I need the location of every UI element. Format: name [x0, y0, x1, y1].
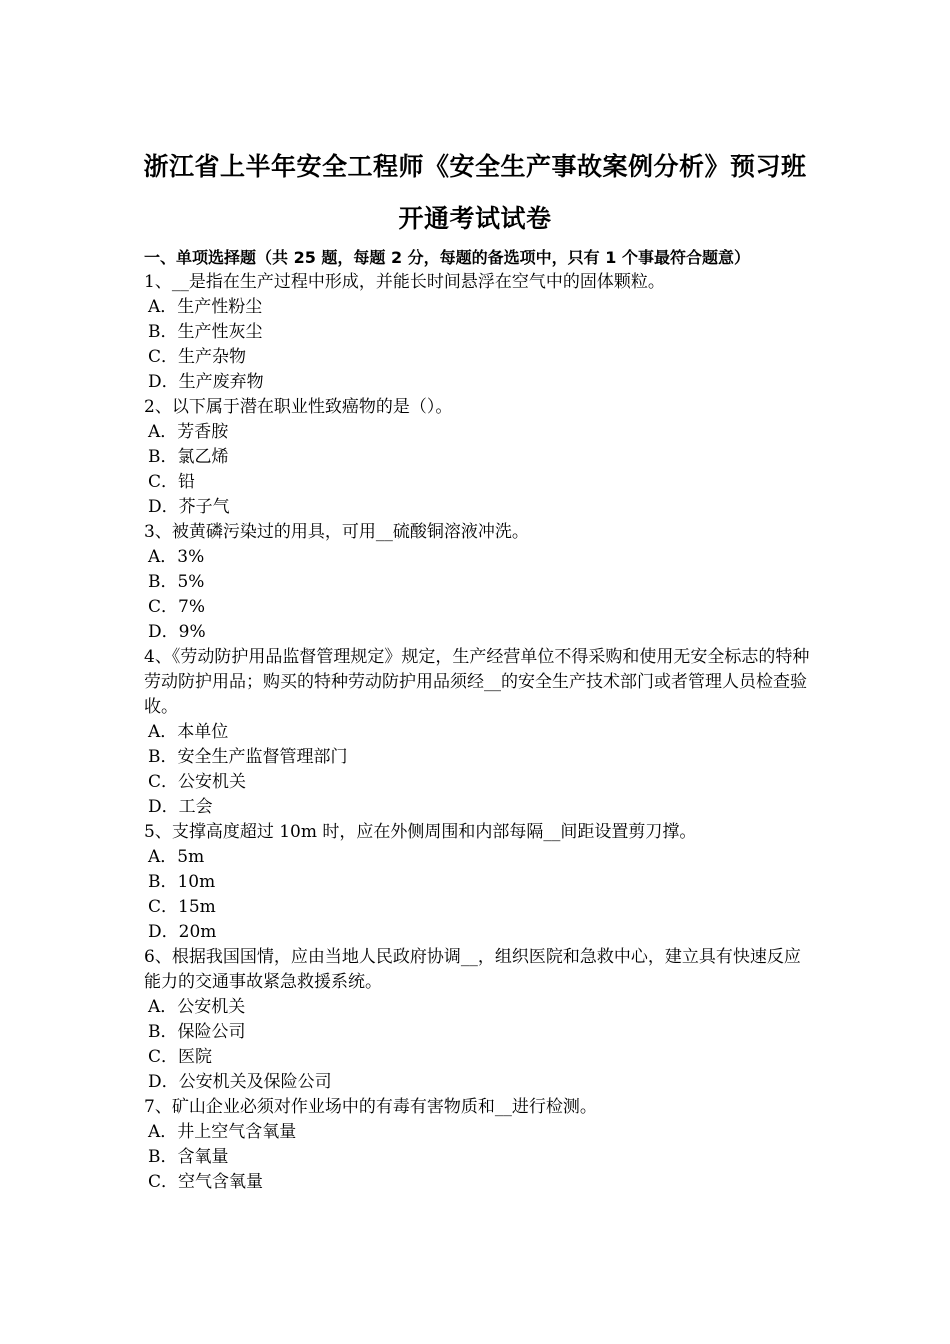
question-7 — [144, 1095, 816, 1195]
option-a: A．本单位 — [148, 722, 229, 742]
option-a: A．公安机关 — [148, 997, 246, 1017]
option-a: A．生产性粉尘 — [148, 297, 263, 317]
option-c: C．公安机关 — [148, 772, 247, 792]
question-stem: 1、__是指在生产过程中形成，并能长时间悬浮在空气中的固体颗粒。 — [144, 272, 665, 292]
option-a: A．芳香胺 — [148, 422, 229, 442]
option-d: D．20m — [148, 922, 217, 942]
option-b: B．5% — [148, 572, 205, 592]
question-5 — [144, 820, 816, 945]
question-stem: 2、以下属于潜在职业性致癌物的是（）。 — [144, 397, 453, 417]
option-c: C．生产杂物 — [148, 347, 247, 367]
option-b: B．安全生产监督管理部门 — [148, 747, 348, 767]
option-d: D．公安机关及保险公司 — [148, 1072, 332, 1092]
question-1 — [144, 270, 816, 395]
option-c: C．空气含氧量 — [148, 1172, 264, 1192]
question-6 — [144, 945, 816, 1095]
option-d: D．生产废弃物 — [148, 372, 264, 392]
option-a: A．5m — [148, 847, 205, 867]
option-b: B．10m — [148, 872, 216, 892]
question-stem: 4、《劳动防护用品监督管理规定》规定，生产经营单位不得采购和使用无安全标志的特种劳动防护用品；购买的特种劳动防护用品须经__的安全生产技术部门或者管理人员检查验收。 — [144, 647, 810, 717]
exam-content — [144, 246, 816, 1195]
option-d: D．9% — [148, 622, 206, 642]
document-title-line-1: 浙江省上半年安全工程师《安全生产事故案例分析》预习班 — [143, 152, 807, 181]
option-d: D．芥子气 — [148, 497, 230, 517]
option-c: C．医院 — [148, 1047, 213, 1067]
option-b: B．保险公司 — [148, 1022, 246, 1042]
option-b: B．氯乙烯 — [148, 447, 229, 467]
option-b: B．生产性灰尘 — [148, 322, 263, 342]
option-a: A．3% — [148, 547, 205, 567]
question-stem: 5、支撑高度超过 10m 时，应在外侧周围和内部每隔__间距设置剪刀撑。 — [144, 822, 697, 842]
question-2 — [144, 395, 816, 520]
option-c: C．7% — [148, 597, 205, 617]
section-heading: 一、单项选择题（共 25 题，每题 2 分，每题的备选项中，只有 1 个事最符合题意） — [144, 248, 750, 267]
question-stem: 3、被黄磷污染过的用具，可用__硫酸铜溶液冲洗。 — [144, 522, 529, 542]
question-stem: 7、矿山企业必须对作业场中的有毒有害物质和__进行检测。 — [144, 1097, 597, 1117]
question-stem: 6、根据我国国情，应由当地人民政府协调__，组织医院和急救中心，建立具有快速反应能力的交通事故紧急救援系统。 — [144, 947, 801, 992]
option-c: C．铅 — [148, 472, 196, 492]
option-c: C．15m — [148, 897, 216, 917]
option-b: B．含氧量 — [148, 1147, 229, 1167]
question-3 — [144, 520, 816, 645]
question-4 — [144, 645, 816, 820]
document-title-line-2: 开通考试试卷 — [398, 204, 552, 233]
option-a: A．井上空气含氧量 — [148, 1122, 297, 1142]
option-d: D．工会 — [148, 797, 213, 817]
